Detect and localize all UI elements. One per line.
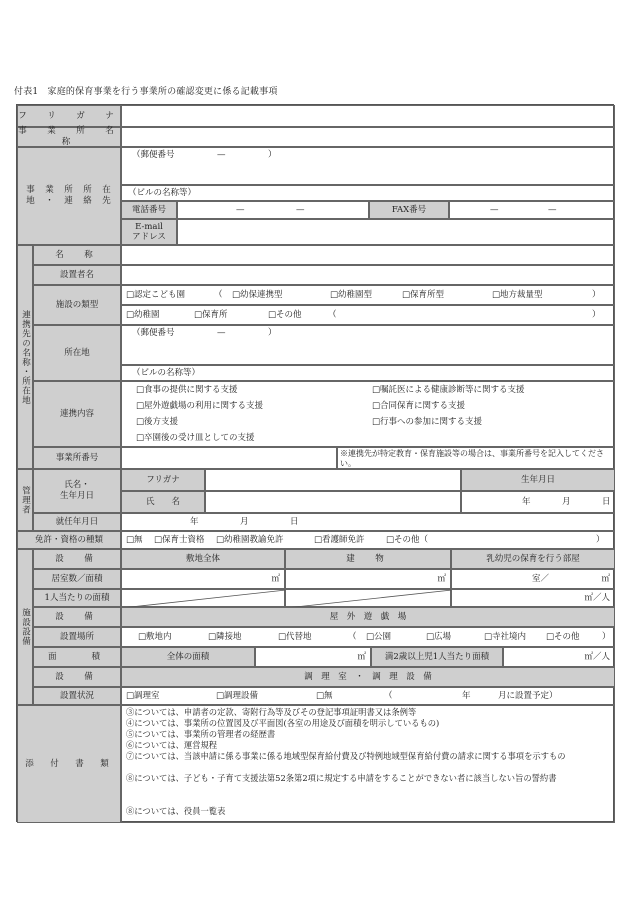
- place-paren: （: [348, 632, 357, 642]
- install-status-field[interactable]: [121, 687, 615, 705]
- appointed-date-field[interactable]: [121, 513, 615, 531]
- partner-side-label: 連携先の名称・所在地: [17, 245, 33, 469]
- content-option[interactable]: □卒園後の受け皿としての支援: [136, 433, 255, 443]
- place-option[interactable]: □広場: [426, 632, 452, 642]
- facility-side-label: 施設設備: [17, 549, 33, 705]
- year-unit: 年: [462, 691, 471, 701]
- site-area-field[interactable]: [121, 569, 285, 589]
- year-unit: 年: [190, 517, 199, 527]
- phone-dash: —: [296, 205, 305, 215]
- manager-name-label: 氏 名: [121, 491, 205, 513]
- fax-dash: —: [490, 205, 499, 215]
- type-option[interactable]: □保育所型: [402, 290, 445, 300]
- site-total-header: 敷地全体: [121, 549, 285, 569]
- partner-building-field[interactable]: [121, 365, 615, 381]
- partner-content-field[interactable]: [121, 381, 615, 447]
- type-option[interactable]: □保育所: [194, 310, 228, 320]
- manager-name-birth-label: 氏名・ 生年月日: [33, 469, 121, 513]
- place-option[interactable]: □代替地: [278, 632, 312, 642]
- content-option[interactable]: □嘱託医による健康診断等に関する支援: [372, 385, 525, 395]
- day-unit: 日: [290, 517, 299, 527]
- type-option[interactable]: □地方裁量型: [492, 290, 543, 300]
- facility-type-row1[interactable]: [121, 285, 615, 305]
- equipment-label: 設 備: [33, 549, 121, 569]
- attachment-line: ④については、事業所の位置図及び平面図(各室の用途及び面積を明示しているもの): [126, 718, 440, 728]
- business-building-field[interactable]: [121, 185, 615, 201]
- area-label: 面 積: [33, 647, 121, 667]
- kitchen-paren: （: [384, 691, 393, 701]
- type-option[interactable]: □認定こども園: [126, 290, 186, 300]
- fax-field[interactable]: [449, 201, 615, 219]
- m2-unit: ㎡: [437, 574, 446, 584]
- manager-name-field[interactable]: [205, 491, 461, 513]
- email-label: E-mail アドレス: [121, 219, 177, 245]
- type-paren: （: [214, 290, 223, 300]
- license-paren: ）: [596, 535, 605, 545]
- business-address-label: 事 業 所 所 在 地 ・ 連 絡 先: [17, 147, 121, 245]
- fax-dash: —: [548, 205, 557, 215]
- partner-name-label: 名 称: [33, 245, 121, 265]
- kitchen-option[interactable]: □調理室: [126, 691, 160, 701]
- month-unit: 月: [240, 517, 249, 527]
- license-type-field[interactable]: [121, 531, 615, 549]
- partner-name-field[interactable]: [121, 245, 615, 265]
- attachment-line: ⑥については、運営規程: [126, 740, 218, 750]
- content-option[interactable]: □行事への参加に関する支援: [372, 417, 483, 427]
- partner-location-label: 所在地: [33, 325, 121, 381]
- place-option[interactable]: □敷地内: [138, 632, 172, 642]
- record-form: [16, 104, 614, 822]
- facility-type-label: 施設の類型: [33, 285, 121, 325]
- type-paren: ）: [592, 290, 601, 300]
- m2-unit: ㎡: [601, 574, 610, 584]
- place-option[interactable]: □公園: [366, 632, 392, 642]
- building-area-field[interactable]: [285, 569, 451, 589]
- business-name-field[interactable]: [121, 127, 615, 147]
- license-type-label: 免許・資格の種類: [17, 531, 121, 549]
- per-person-area-label: 1人当たりの面積: [33, 589, 121, 607]
- attachment-line: ⑧については、役員一覧表: [126, 806, 226, 816]
- kitchen-option[interactable]: □無: [316, 691, 333, 701]
- license-option[interactable]: □保育士資格: [154, 535, 205, 545]
- m2-per-person-unit: ㎡／人: [584, 652, 610, 662]
- diagonal-line: [122, 590, 286, 608]
- manager-furigana-field[interactable]: [205, 469, 461, 491]
- phone-label: 電話番号: [121, 201, 177, 219]
- attachments-label: 添 付 書 類: [17, 705, 121, 823]
- partner-content-label: 連携内容: [33, 381, 121, 447]
- postal-code-text: （郵便番号 — ）: [132, 328, 277, 338]
- type-option[interactable]: □幼保連携型: [232, 290, 283, 300]
- fax-label: FAX番号: [369, 201, 449, 219]
- birth-date-field[interactable]: [461, 491, 615, 513]
- infant-room-field[interactable]: [451, 569, 615, 589]
- attachment-line: ⑧については、子ども・子育て支援法第52条第2項に規定する申請をすることができない者に該当しない旨の誓約書: [126, 773, 557, 783]
- type-option[interactable]: □幼稚園型: [330, 290, 373, 300]
- per-child-area-field[interactable]: [503, 647, 615, 667]
- phone-field[interactable]: [177, 201, 369, 219]
- partner-number-note: ※連携先が特定教育・保育施設等の場合は、事業所番号を記入してください。: [337, 447, 615, 469]
- partner-number-field[interactable]: [121, 447, 337, 469]
- diagonal-line: [286, 590, 452, 608]
- partner-postal-field[interactable]: [121, 325, 615, 365]
- content-option[interactable]: □後方支援: [136, 417, 179, 427]
- form-title: 付表1 家庭的保育事業を行う事業所の確認変更に係る記載事項: [14, 87, 278, 97]
- planned-month-text: 月に設置予定）: [498, 691, 558, 701]
- install-place-field[interactable]: [121, 627, 615, 647]
- building-name-text: （ビルの名称等）: [132, 368, 201, 378]
- business-name-label: 事 業 所 名 称: [18, 126, 135, 147]
- email-field[interactable]: [177, 219, 615, 245]
- content-option[interactable]: □合同保育に関する支援: [372, 401, 466, 411]
- year-unit: 年: [522, 497, 531, 507]
- install-place-label: 設置場所: [33, 627, 121, 647]
- building-name-text: （ビルの名称等）: [128, 188, 197, 198]
- type-option[interactable]: □その他: [268, 310, 302, 320]
- building-header: 建 物: [285, 549, 451, 569]
- facility-type-row2[interactable]: [121, 305, 615, 325]
- license-option[interactable]: □無: [126, 535, 143, 545]
- attachment-line: ③については、申請者の定款、寄附行為等及びその登記事項証明書又は条例等: [126, 707, 417, 717]
- license-option[interactable]: □看護師免許: [314, 535, 365, 545]
- attachments-list: [121, 705, 615, 823]
- phone-dash: —: [236, 205, 245, 215]
- outdoor-play-header: 屋 外 遊 戯 場: [121, 607, 615, 627]
- partner-number-label: 事業所番号: [33, 447, 121, 469]
- diagonal-cell: [285, 589, 451, 607]
- equipment-label: 設 備: [33, 667, 121, 687]
- appointed-date-label: 就任年月日: [33, 513, 121, 531]
- partner-founder-field[interactable]: [121, 265, 615, 285]
- rooms-area-label: 居室数／面積: [33, 569, 121, 589]
- place-option[interactable]: □寺社境内: [484, 632, 527, 642]
- install-status-label: 設置状況: [33, 687, 121, 705]
- license-option[interactable]: □幼稚園教諭免許: [216, 535, 284, 545]
- furigana-label: フ リ ガ ナ: [17, 105, 121, 127]
- infant-room-header: 乳幼児の保育を行う部屋: [451, 549, 615, 569]
- equipment-label: 設 備: [33, 607, 121, 627]
- kitchen-header: 調 理 室 ・ 調 理 設 備: [121, 667, 615, 687]
- kitchen-option[interactable]: □調理設備: [216, 691, 259, 701]
- partner-founder-label: 設置者名: [33, 265, 121, 285]
- room-unit: 室／: [532, 574, 550, 584]
- business-postal-field[interactable]: [121, 147, 615, 185]
- place-option[interactable]: □隣接地: [208, 632, 242, 642]
- m2-unit: ㎡: [357, 652, 366, 662]
- per-child-area-label: 満2歳以上児1人当たり面積: [371, 647, 503, 667]
- type-option[interactable]: □幼稚園: [126, 310, 160, 320]
- day-unit: 日: [602, 497, 611, 507]
- total-area-field[interactable]: [255, 647, 371, 667]
- content-option[interactable]: □食事の提供に関する支援: [136, 385, 238, 395]
- furigana-field[interactable]: [121, 105, 615, 127]
- month-unit: 月: [562, 497, 571, 507]
- place-option[interactable]: □その他: [546, 632, 580, 642]
- attachment-line: ⑦については、当該申請に係る事業に係る地域型保育給付費及び特例地域型保育給付費の請求に関する事項を示すもの: [126, 751, 566, 761]
- manager-furigana-label: フリガナ: [121, 469, 205, 491]
- type-paren: ）: [592, 310, 601, 320]
- per-person-area-field[interactable]: [451, 589, 615, 607]
- total-area-label: 全体の面積: [121, 647, 255, 667]
- m2-unit: ㎡: [271, 574, 280, 584]
- postal-code-text: （郵便番号 — ）: [132, 150, 277, 160]
- type-paren: （: [328, 310, 337, 320]
- m2-per-person-unit: ㎡／人: [584, 593, 610, 603]
- birth-date-label: 生年月日: [461, 469, 615, 491]
- license-option[interactable]: □その他（: [386, 535, 429, 545]
- content-option[interactable]: □屋外遊戯場の利用に関する支援: [136, 401, 264, 411]
- place-paren: ）: [602, 632, 611, 642]
- diagonal-cell: [121, 589, 285, 607]
- attachment-line: ⑤については、事業所の管理者の経歴書: [126, 729, 276, 739]
- manager-side-label: 管理者: [17, 469, 33, 531]
